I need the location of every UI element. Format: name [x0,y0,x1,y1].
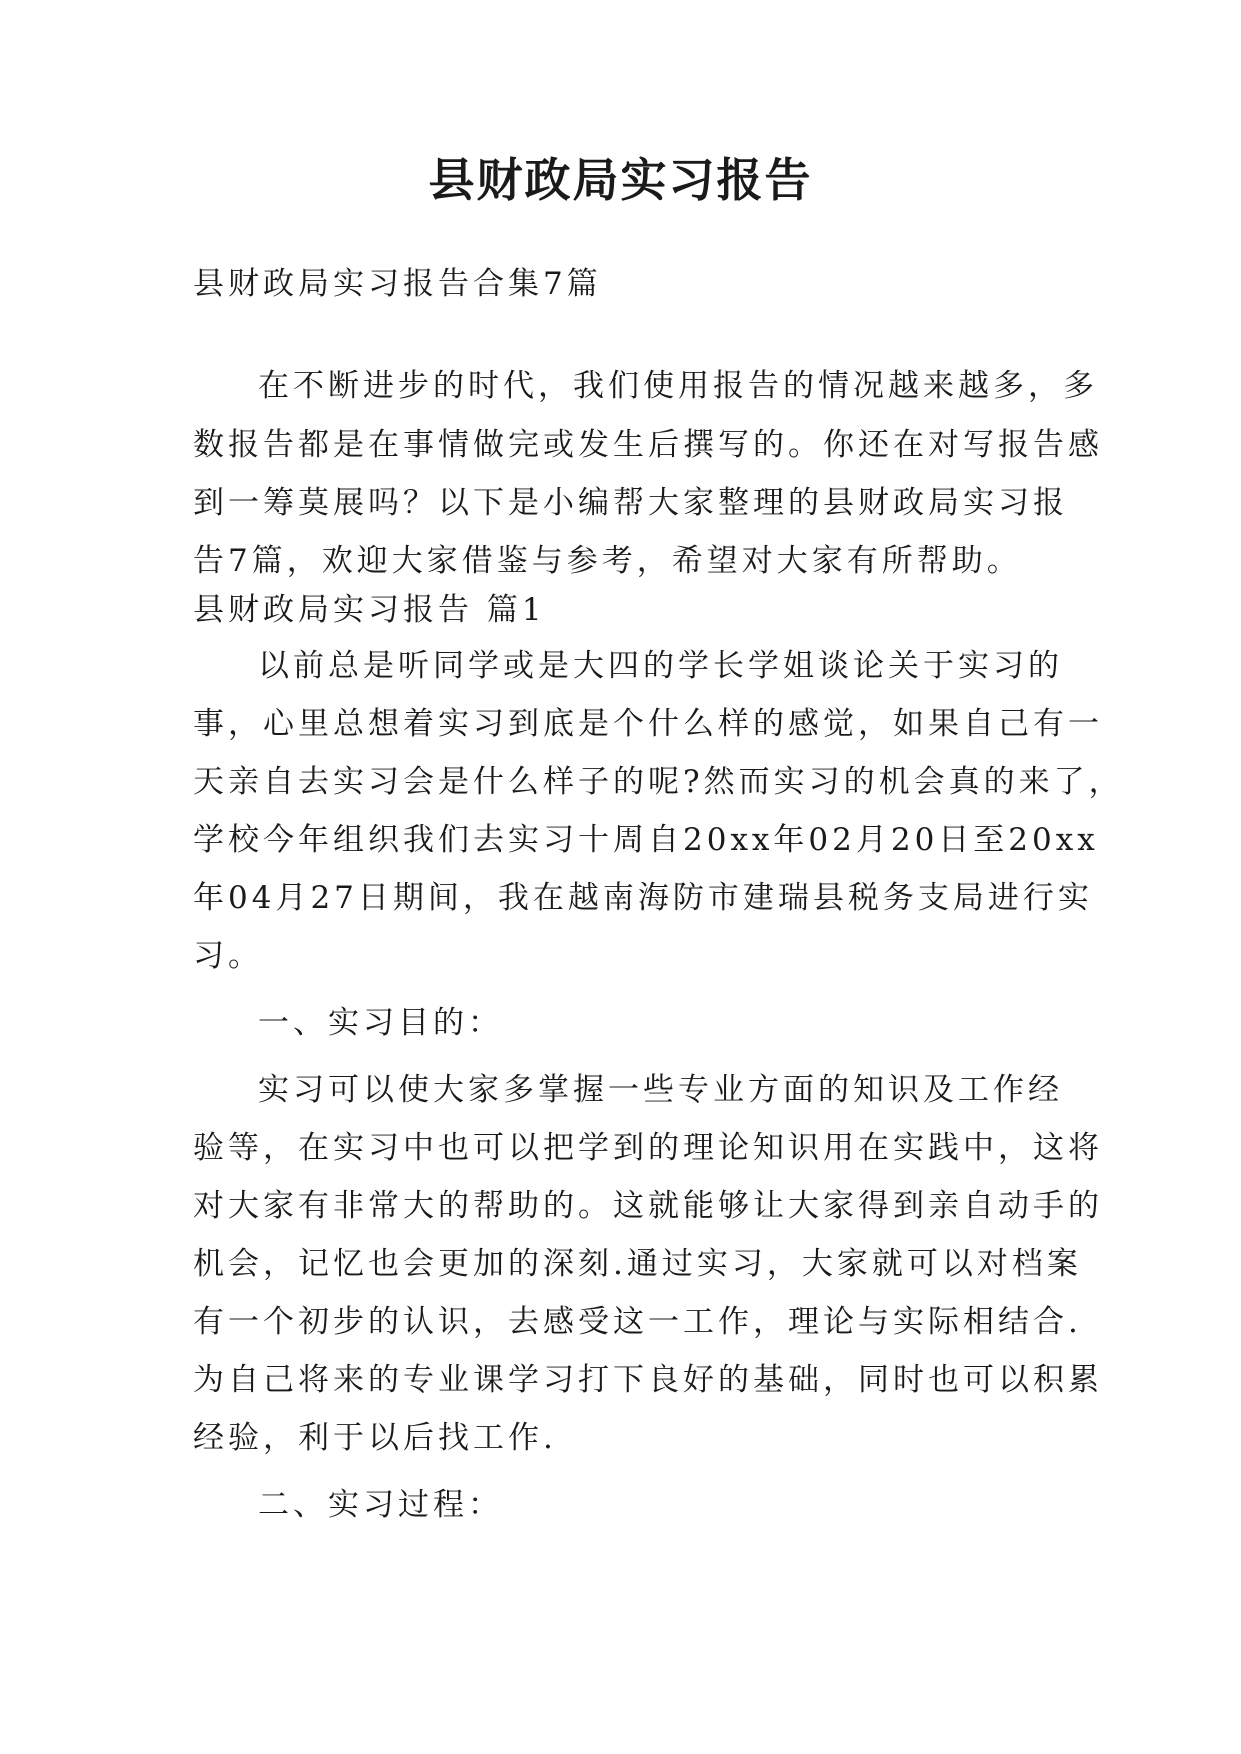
body-line: 年04月27日期间，我在越南海防市建瑞县税务支局进行实 [193,880,1093,916]
document-title: 县财政局实习报告 [428,153,813,207]
body-line: 机会，记忆也会更加的深刻.通过实习，大家就可以对档案 [193,1246,1082,1282]
body-line: 为自己将来的专业课学习打下良好的基础，同时也可以积累 [193,1362,1103,1398]
intro-line: 到一筹莫展吗？以下是小编帮大家整理的县财政局实习报 [193,485,1068,521]
intro-line: 在不断进步的时代，我们使用报告的情况越来越多，多 [258,368,1098,404]
intro-line: 告7篇，欢迎大家借鉴与参考，希望对大家有所帮助。 [193,543,1022,579]
body-line: 有一个初步的认识，去感受这一工作，理论与实际相结合. [193,1304,1082,1340]
section-heading: 一、实习目的： [258,1005,503,1041]
body-line: 实习可以使大家多掌握一些专业方面的知识及工作经 [258,1072,1063,1108]
body-line: 学校今年组织我们去实习十周自20xx年02月20日至20xx [193,822,1099,858]
body-line: 对大家有非常大的帮助的。这就能够让大家得到亲自动手的 [193,1188,1103,1224]
body-line: 验等，在实习中也可以把学到的理论知识用在实践中，这将 [193,1130,1103,1166]
body-line: 天亲自去实习会是什么样子的呢?然而实习的机会真的来了， [193,764,1124,800]
section-heading: 二、实习过程： [258,1487,503,1523]
body-line: 事，心里总想着实习到底是个什么样的感觉，如果自己有一 [193,706,1103,742]
body-line: 经验，利于以后找工作. [193,1420,557,1456]
body-line: 习。 [193,938,263,974]
section-heading: 县财政局实习报告 篇1 [193,592,546,628]
intro-line: 数报告都是在事情做完或发生后撰写的。你还在对写报告感 [193,427,1103,463]
document-subtitle: 县财政局实习报告合集7篇 [193,266,602,302]
body-line: 以前总是听同学或是大四的学长学姐谈论关于实习的 [258,648,1063,684]
